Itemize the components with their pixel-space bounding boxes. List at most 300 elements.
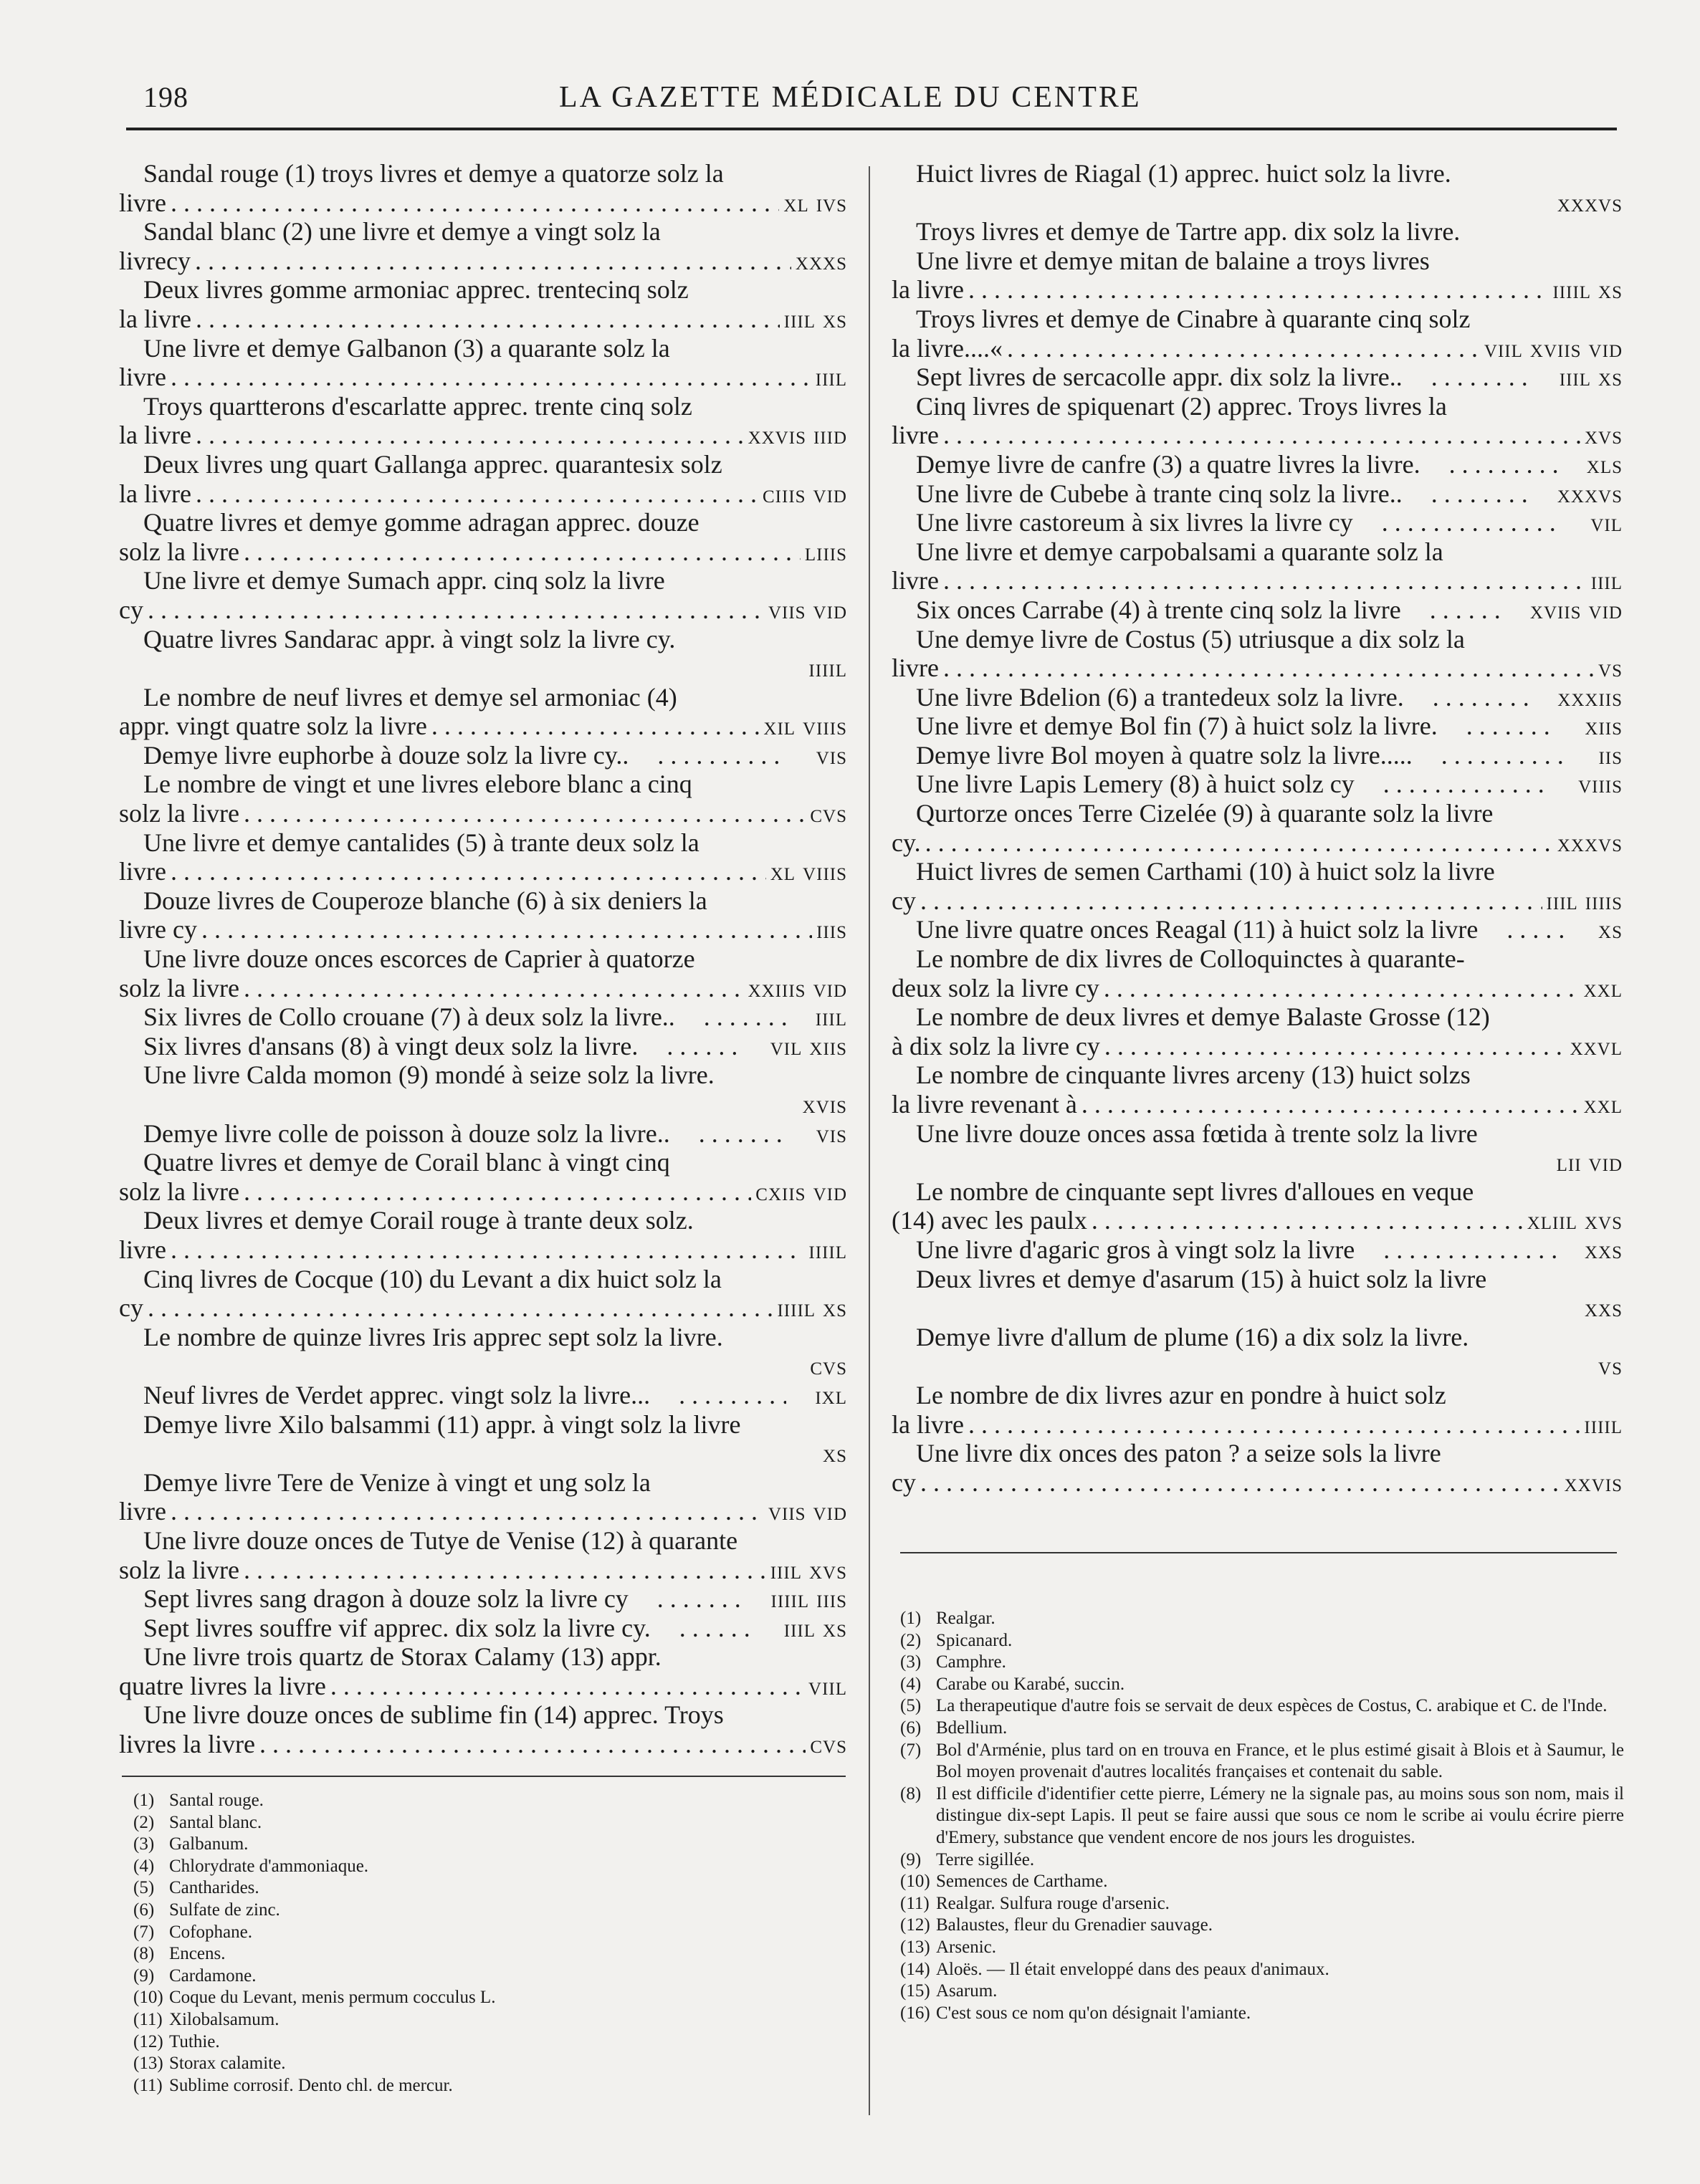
footnote-number: (14) bbox=[900, 1959, 930, 1979]
entry-end-text: livre bbox=[892, 653, 939, 683]
ledger-entry bbox=[892, 741, 1623, 770]
entry-end-line bbox=[119, 188, 847, 218]
footnote-number: (1) bbox=[900, 1609, 922, 1628]
column-divider bbox=[869, 166, 870, 2115]
entry-end-text: quatre livres la livre bbox=[119, 1671, 326, 1700]
ledger-entry bbox=[892, 246, 1623, 305]
dot-leader bbox=[431, 712, 760, 741]
entry-text: Cinq livres de spiquenart (2) apprec. Troys livres la bbox=[916, 391, 1447, 421]
entry-end-text: la livre bbox=[892, 1409, 964, 1439]
ledger-entry bbox=[119, 275, 847, 333]
footnote bbox=[900, 1871, 1624, 1893]
dot-leader bbox=[244, 1556, 766, 1585]
dot-leader bbox=[1104, 1032, 1566, 1061]
right-column bbox=[892, 159, 1623, 1497]
footnote-number: (5) bbox=[133, 1878, 155, 1898]
entry-end-line bbox=[119, 1497, 847, 1526]
ledger-entry bbox=[119, 1584, 847, 1614]
entry-end-text: Demye livre colle de poisson à douze solz la livre.. bbox=[143, 1119, 670, 1148]
dot-leader bbox=[674, 1119, 788, 1149]
entry-end-text: à dix solz la livre cy bbox=[892, 1031, 1100, 1060]
footnote-text: Chlorydrate d'ammoniaque. bbox=[169, 1856, 369, 1876]
entry-end-text: Demye livre Bol moyen à quatre solz la livre..... bbox=[916, 740, 1413, 770]
ledger-entry bbox=[119, 1381, 847, 1410]
footnote-text: Realgar. Sulfura rouge d'arsenic. bbox=[936, 1893, 1170, 1913]
entry-text: Demye livre d'allum de plume (16) a dix solz la livre. bbox=[916, 1322, 1469, 1351]
footnote-number: (7) bbox=[900, 1740, 922, 1760]
entry-text: Troys livres et demye de Cinabre à quarante cinq solz bbox=[916, 304, 1471, 333]
dot-leader bbox=[259, 1730, 806, 1759]
dot-leader bbox=[244, 1177, 751, 1207]
right-footnotes bbox=[900, 1608, 1624, 2024]
entry-end-text: Six onces Carrabe (4) à trente cinq solz la livre bbox=[916, 595, 1401, 624]
dot-leader bbox=[1407, 479, 1529, 509]
dot-leader bbox=[1425, 450, 1558, 479]
entry-amount: xxs bbox=[1584, 1235, 1623, 1264]
entry-end-text: deux solz la livre cy bbox=[892, 973, 1099, 1002]
entry-text: Le nombre de cinquante livres arceny (13) huict solzs bbox=[916, 1060, 1471, 1090]
entry-text: Le nombre de vingt et une livres elebore blanc a cinq bbox=[143, 770, 692, 799]
entry-end-text: solz la livre bbox=[119, 973, 239, 1002]
footnote-number: (3) bbox=[900, 1652, 922, 1672]
entry-amount: iiil xs bbox=[1559, 363, 1623, 392]
footnote-number: (2) bbox=[900, 1630, 922, 1650]
dot-leader bbox=[196, 305, 780, 334]
entry-end-line bbox=[119, 974, 847, 1003]
dot-leader bbox=[171, 857, 766, 886]
entry-end-text: cy. bbox=[892, 828, 921, 857]
footnote-number: (10) bbox=[900, 1872, 930, 1892]
ledger-entry bbox=[892, 770, 1623, 799]
ledger-entry bbox=[119, 1410, 847, 1468]
footnote-number: (5) bbox=[900, 1696, 922, 1716]
entry-end-text: Sept livres souffre vif apprec. dix solz la livre cy. bbox=[143, 1613, 651, 1642]
ledger-entry bbox=[119, 1148, 847, 1206]
dot-leader bbox=[655, 1614, 755, 1643]
dot-leader bbox=[148, 595, 764, 625]
ledger-entry bbox=[892, 595, 1623, 625]
footnote-text: Carabe ou Karabé, succin. bbox=[936, 1674, 1125, 1694]
entry-text: Une livre douze onces escorces de Caprier à quatorze bbox=[143, 944, 695, 974]
entry-amount: viiis bbox=[1578, 770, 1623, 799]
entry-end-line bbox=[892, 712, 1623, 741]
dot-leader bbox=[171, 1235, 804, 1265]
entry-end-line bbox=[892, 334, 1623, 363]
entry-text: Une livre et demye cantalides (5) à trante deux solz la bbox=[143, 828, 699, 857]
ledger-entry bbox=[119, 683, 847, 741]
entry-end-text: Une livre Bdelion (6) a trantedeux solz la livre. bbox=[916, 682, 1404, 712]
entry-end-text: livre bbox=[892, 421, 939, 450]
entry-amount: xvs bbox=[1584, 421, 1623, 450]
ledger-entry bbox=[119, 1060, 847, 1119]
footnote-number: (1) bbox=[133, 1791, 155, 1810]
footnote-number: (15) bbox=[900, 1981, 930, 2001]
ledger-entry bbox=[119, 1642, 847, 1700]
ledger-entry bbox=[119, 1323, 847, 1381]
footnote-number: (16) bbox=[900, 2003, 930, 2023]
footnote-number: (9) bbox=[133, 1965, 155, 1986]
entry-end-line bbox=[892, 508, 1623, 537]
dot-leader bbox=[1482, 915, 1570, 944]
ledger-entry bbox=[119, 334, 847, 392]
entry-end-line bbox=[892, 479, 1623, 509]
ledger-entry bbox=[892, 1235, 1623, 1265]
entry-end-line bbox=[892, 1410, 1623, 1440]
entry-end-line bbox=[119, 363, 847, 392]
dot-leader bbox=[1081, 1090, 1580, 1119]
entry-text: Le nombre de deux livres et demye Balaste Grosse (12) bbox=[916, 1002, 1490, 1032]
entry-end-text: Une livre castoreum à six livres la livre cy bbox=[916, 508, 1353, 537]
entry-text: Une livre douze onces de sublime fin (14) apprec. Troys bbox=[143, 1700, 724, 1730]
entry-text: Une livre douze onces assa fœtida à trente solz la livre bbox=[916, 1119, 1478, 1148]
entry-amount: xls bbox=[1586, 449, 1623, 479]
entry-end-line bbox=[119, 712, 847, 741]
ledger-entry bbox=[119, 392, 847, 450]
entry-amount: vis bbox=[816, 1119, 847, 1148]
entry-amount: ciiis vid bbox=[763, 479, 847, 508]
entry-amount: iiil iiiis bbox=[1546, 886, 1623, 915]
entry-amount: iiiil bbox=[1584, 1409, 1623, 1439]
entry-amount: xl ivs bbox=[783, 188, 847, 217]
dot-leader bbox=[1007, 334, 1480, 363]
entry-text: Une livre Calda momon (9) mondé à seize solz la livre. bbox=[143, 1060, 715, 1090]
ledger-entry bbox=[119, 159, 847, 217]
dot-leader bbox=[148, 1293, 773, 1323]
entry-amount: iiil bbox=[815, 363, 847, 392]
entry-end-text: Une livre d'agaric gros à vingt solz la livre bbox=[916, 1235, 1355, 1264]
entry-end-text: Une livre de Cubebe à trante cinq solz la livre.. bbox=[916, 479, 1403, 508]
entry-amount: iiil xs bbox=[783, 1613, 847, 1642]
entry-text: Qurtorze onces Terre Cizelée (9) à quarante solz la livre bbox=[916, 799, 1494, 828]
dot-leader bbox=[642, 1032, 741, 1061]
ledger-entry bbox=[119, 1002, 847, 1032]
entry-amount: iiiil xs bbox=[777, 1293, 847, 1323]
entry-text: Le nombre de quinze livres Iris apprec sept solz la livre. bbox=[143, 1322, 723, 1351]
ledger-entry bbox=[119, 1468, 847, 1526]
entry-end-text: (14) avec les paulx bbox=[892, 1206, 1087, 1235]
dot-leader bbox=[968, 275, 1549, 305]
ledger-entry bbox=[892, 1381, 1623, 1439]
ledger-entry bbox=[119, 886, 847, 944]
footnote-text: La therapeutique d'autre fois se servait de deux espèces de Costus, C. arabique et C. de l'Inde. bbox=[936, 1696, 1608, 1716]
dot-leader bbox=[195, 246, 791, 276]
entry-end-line bbox=[892, 566, 1623, 595]
entry-end-line bbox=[892, 974, 1623, 1003]
entry-end-text: cy bbox=[119, 1293, 143, 1323]
page-number: 198 bbox=[143, 81, 188, 113]
entry-amount: xxs bbox=[1584, 1293, 1623, 1323]
entry-amount: xs bbox=[823, 1439, 847, 1468]
entry-end-line bbox=[119, 1119, 847, 1149]
footnote bbox=[900, 1915, 1624, 1937]
footnote bbox=[900, 1630, 1624, 1652]
entry-text: Quatre livres et demye gomme adragan apprec. douze bbox=[143, 508, 699, 537]
footnote bbox=[900, 2003, 1624, 2025]
footnote-text: Tuthie. bbox=[169, 2031, 220, 2051]
entry-amount: iiiil xs bbox=[1552, 275, 1623, 305]
ledger-entry bbox=[119, 1265, 847, 1323]
footnote-text: Bdellium. bbox=[936, 1718, 1008, 1738]
footnote-text: C'est sous ce nom qu'on désignait l'amiante. bbox=[936, 2003, 1251, 2023]
footnote-text: Terre sigillée. bbox=[936, 1849, 1035, 1869]
dot-leader bbox=[196, 421, 744, 450]
ledger-entry bbox=[892, 1060, 1623, 1119]
ledger-entry bbox=[119, 566, 847, 624]
entry-end-text: la livre bbox=[119, 479, 191, 508]
footnote bbox=[133, 2009, 821, 2031]
dot-leader bbox=[1357, 508, 1562, 537]
dot-leader bbox=[196, 479, 758, 509]
footnote bbox=[900, 1652, 1624, 1674]
ledger-entry bbox=[892, 625, 1623, 683]
entry-text: Cinq livres de Cocque (10) du Levant a dix huict solz la bbox=[143, 1264, 722, 1293]
dot-leader bbox=[925, 828, 1553, 858]
entry-end-line bbox=[119, 1730, 847, 1759]
entry-end-text: appr. vingt quatre solz la livre bbox=[119, 712, 427, 741]
entry-end-line bbox=[892, 363, 1623, 392]
dot-leader bbox=[1359, 1235, 1556, 1265]
entry-text: Demye livre Xilo balsammi (11) appr. à vingt solz la livre bbox=[143, 1409, 741, 1439]
entry-text: Le nombre de cinquante sept livres d'alloues en veque bbox=[916, 1177, 1474, 1206]
footnote bbox=[133, 1900, 821, 1922]
entry-end-text: la livre....« bbox=[892, 333, 1003, 363]
footnote-text: Aloës. — Il était enveloppé dans des peaux d'animaux. bbox=[936, 1959, 1329, 1979]
entry-end-line bbox=[119, 1002, 847, 1032]
entry-text: Le nombre de dix livres azur en pondre à huict solz bbox=[916, 1380, 1446, 1409]
ledger-entry bbox=[892, 1323, 1623, 1381]
entry-text: Quatre livres et demye de Corail blanc à vingt cinq bbox=[143, 1148, 670, 1177]
entry-amount: iiil bbox=[1590, 566, 1623, 595]
entry-end-text: Une livre quatre onces Reagal (11) à huict solz la livre bbox=[916, 915, 1479, 944]
ledger-entry bbox=[119, 508, 847, 566]
entry-amount: xviis vid bbox=[1529, 595, 1623, 624]
ledger-entry bbox=[892, 450, 1623, 479]
footnote-text: Camphre. bbox=[936, 1652, 1006, 1672]
entry-text: Quatre livres Sandarac appr. à vingt solz la livre cy. bbox=[143, 624, 676, 653]
ledger-entry bbox=[892, 712, 1623, 741]
dot-leader bbox=[920, 1468, 1560, 1498]
entry-amount: cvs bbox=[810, 1351, 847, 1381]
entry-end-line bbox=[892, 421, 1623, 450]
entry-end-line bbox=[119, 1584, 847, 1614]
entry-amount: xiis bbox=[1585, 712, 1623, 741]
ledger-entry bbox=[119, 944, 847, 1002]
footnote-number: (10) bbox=[133, 1988, 163, 2008]
dot-leader bbox=[943, 566, 1587, 595]
entry-end-line bbox=[119, 537, 847, 567]
ledger-entry bbox=[892, 799, 1623, 857]
entry-amount: iiil xvs bbox=[770, 1555, 847, 1584]
entry-end-text: Demye livre de canfre (3) a quatre livres la livre. bbox=[916, 449, 1420, 479]
entry-amount: liiis bbox=[804, 537, 847, 566]
right-footnote-rule bbox=[900, 1552, 1617, 1553]
footnote-number: (11) bbox=[133, 2009, 163, 2029]
entry-amount: xxl bbox=[1583, 973, 1623, 1002]
footnote-number: (12) bbox=[900, 1915, 930, 1935]
entry-text: Deux livres et demye Corail rouge à trante deux solz. bbox=[143, 1206, 694, 1235]
entry-end-text: livre bbox=[119, 363, 166, 392]
footnote-text: Il est difficile d'identifier cette pierre, Lémery ne la signale pas, au moins sous son nom, mais il distingue dix-sept Lapis. Il peut se faire aussi que sous ce nom le scribe ai voulu écrire pierre d'Emery, substance que vendent encore de nos jours les droguistes. bbox=[936, 1783, 1624, 1847]
entry-end-line bbox=[119, 915, 847, 944]
footnote bbox=[133, 1790, 821, 1812]
footnote-text: Realgar. bbox=[936, 1609, 995, 1628]
entry-end-text: Neuf livres de Verdet apprec. vingt solz la livre... bbox=[143, 1380, 651, 1409]
entry-text: Deux livres gomme armoniac apprec. trentecinq solz bbox=[143, 275, 689, 305]
entry-amount: iiil bbox=[815, 1002, 847, 1032]
entry-amount: xliil xvs bbox=[1527, 1206, 1623, 1235]
entry-amount: iiiil bbox=[808, 1235, 847, 1264]
ledger-entry bbox=[892, 508, 1623, 537]
footnote bbox=[133, 1943, 821, 1965]
footnote bbox=[900, 1718, 1624, 1740]
dot-leader bbox=[171, 363, 811, 392]
dot-leader bbox=[920, 886, 1542, 916]
entry-end-line bbox=[119, 1614, 847, 1643]
entry-end-text: la livre revenant à bbox=[892, 1090, 1077, 1119]
entry-text: Sandal rouge (1) troys livres et demye a quatorze solz la bbox=[143, 159, 724, 188]
footnote-text: Spicanard. bbox=[936, 1630, 1013, 1650]
entry-amount: xxiiis vid bbox=[748, 973, 847, 1002]
footnote-text: Cofophane. bbox=[169, 1922, 252, 1942]
entry-end-text: solz la livre bbox=[119, 1555, 239, 1584]
entry-amount: iiis bbox=[816, 915, 847, 944]
entry-amount: cvs bbox=[810, 1730, 847, 1759]
entry-end-line bbox=[119, 421, 847, 450]
ledger-entry bbox=[892, 683, 1623, 712]
entry-text: Une livre et demye carpobalsami a quarante solz la bbox=[916, 537, 1443, 566]
dot-leader bbox=[244, 799, 806, 828]
footnote-number: (13) bbox=[900, 1937, 930, 1957]
ledger-entry bbox=[892, 1439, 1623, 1497]
dot-leader bbox=[244, 537, 801, 567]
ledger-entry bbox=[119, 741, 847, 770]
footnote-number: (7) bbox=[133, 1922, 155, 1942]
footnote-text: Bol d'Arménie, plus tard on en trouva en France, et le plus estimé gisait à Blois et à Saumur, le Bol moyen provenait d'autres localités françaises et contenait du sable. bbox=[936, 1740, 1624, 1782]
entry-end-text: cy bbox=[892, 886, 916, 915]
entry-end-text: livre cy bbox=[119, 915, 197, 944]
entry-amount: cvs bbox=[810, 799, 847, 828]
entry-amount: xxvis iiid bbox=[748, 421, 847, 450]
entry-amount: viil bbox=[808, 1671, 847, 1700]
entry-end-line bbox=[119, 246, 847, 276]
page-title: LA GAZETTE MÉDICALE DU CENTRE bbox=[559, 81, 1142, 114]
footnote-text: Arsenic. bbox=[936, 1937, 996, 1957]
entry-end-text: Une livre Lapis Lemery (8) à huict solz cy bbox=[916, 770, 1355, 799]
dot-leader bbox=[330, 1672, 804, 1701]
entry-end-text: solz la livre bbox=[119, 1177, 239, 1206]
entry-end-text: Troys livres et demye de Tartre app. dix solz la livre. bbox=[916, 217, 1461, 246]
entry-end-text: Six livres de Collo crouane (7) à deux solz la livre.. bbox=[143, 1002, 675, 1032]
entry-text: Une livre trois quartz de Storax Calamy (13) appr. bbox=[143, 1642, 662, 1672]
footnote-number: (4) bbox=[900, 1674, 922, 1694]
ledger-entry bbox=[892, 159, 1623, 217]
entry-end-line bbox=[119, 799, 847, 828]
entry-end-line bbox=[119, 1381, 847, 1410]
footnote bbox=[133, 1834, 821, 1856]
entry-text: Une livre et demye Sumach appr. cinq solz la livre bbox=[143, 566, 665, 595]
footnote bbox=[133, 2031, 821, 2054]
entry-end-text: livre bbox=[119, 1235, 166, 1264]
ledger-entry bbox=[119, 828, 847, 886]
entry-end-line bbox=[892, 595, 1623, 625]
footnote-number: (11) bbox=[133, 2075, 163, 2095]
ledger-entry bbox=[119, 1700, 847, 1758]
footnote-text: Cardamone. bbox=[169, 1965, 257, 1986]
ledger-entry bbox=[119, 1526, 847, 1584]
entry-end-text: Sept livres de sercacolle appr. dix solz la livre.. bbox=[916, 363, 1403, 392]
entry-amount: xxxvs bbox=[1557, 188, 1623, 217]
footnote-text: Encens. bbox=[169, 1944, 226, 1964]
entry-text: Sandal blanc (2) une livre et demye a vingt solz la bbox=[143, 217, 661, 246]
ledger-entry bbox=[892, 1119, 1623, 1177]
ledger-entry bbox=[892, 1177, 1623, 1235]
entry-end-text: Une livre et demye Bol fin (7) à huict solz la livre. bbox=[916, 712, 1438, 741]
entry-amount: vil xiis bbox=[770, 1031, 847, 1060]
footnote bbox=[900, 1783, 1624, 1849]
dot-leader bbox=[654, 1381, 786, 1410]
footnote-text: Semences de Carthame. bbox=[936, 1872, 1108, 1892]
footnote-text: Cantharides. bbox=[169, 1878, 259, 1898]
footnote bbox=[133, 1987, 821, 2009]
entry-end-text: Sept livres sang dragon à douze solz la livre cy bbox=[143, 1584, 629, 1614]
entry-end-text: livre bbox=[119, 857, 166, 886]
dot-leader bbox=[1417, 741, 1570, 770]
entry-amount: iiiil iiis bbox=[770, 1584, 847, 1614]
entry-amount: xxxs bbox=[795, 246, 847, 275]
footnote bbox=[900, 1674, 1624, 1696]
ledger-entry bbox=[892, 944, 1623, 1002]
ledger-entry bbox=[119, 450, 847, 508]
dot-leader bbox=[1092, 1206, 1523, 1235]
footnote-text: Asarum. bbox=[936, 1981, 998, 2001]
dot-leader bbox=[633, 1584, 742, 1614]
ledger-entry bbox=[119, 217, 847, 275]
footnote bbox=[133, 1922, 821, 1944]
dot-leader bbox=[633, 741, 787, 770]
ledger-entry bbox=[119, 770, 847, 828]
footnote bbox=[900, 1849, 1624, 1872]
entry-amount: xil viiis bbox=[763, 712, 847, 741]
ledger-entry bbox=[119, 625, 847, 683]
entry-end-line bbox=[892, 770, 1623, 799]
entry-end-line bbox=[119, 595, 847, 625]
dot-leader bbox=[1359, 770, 1549, 799]
entry-text: Deux livres ung quart Gallanga apprec. quarantesix solz bbox=[143, 449, 722, 479]
entry-amount: viis vid bbox=[768, 595, 847, 624]
entry-amount: xs bbox=[1598, 915, 1623, 944]
ledger-entry bbox=[892, 363, 1623, 392]
entry-text: Le nombre de dix livres de Colloquinctes à quarante- bbox=[916, 944, 1465, 974]
ledger-entry bbox=[119, 1614, 847, 1643]
footnote-number: (11) bbox=[900, 1893, 930, 1913]
ledger-entry bbox=[892, 392, 1623, 450]
entry-end-line bbox=[119, 479, 847, 509]
entry-text: Une livre douze onces de Tutye de Venise (12) à quarante bbox=[143, 1526, 738, 1555]
entry-amount: xxxvs bbox=[1557, 479, 1623, 508]
ledger-entry bbox=[892, 1265, 1623, 1323]
footnote-text: Xilobalsamum. bbox=[169, 2009, 280, 2029]
entry-amount: xxvis bbox=[1564, 1467, 1623, 1497]
entry-end-line bbox=[119, 857, 847, 886]
entry-end-line bbox=[892, 275, 1623, 305]
footnote bbox=[133, 1965, 821, 1988]
entry-amount: xxvl bbox=[1570, 1031, 1623, 1060]
footnote bbox=[900, 1608, 1624, 1630]
dot-leader bbox=[1407, 363, 1531, 392]
entry-amount: vs bbox=[1598, 653, 1623, 683]
entry-end-line bbox=[119, 1672, 847, 1701]
footnote-text: Santal blanc. bbox=[169, 1812, 262, 1832]
